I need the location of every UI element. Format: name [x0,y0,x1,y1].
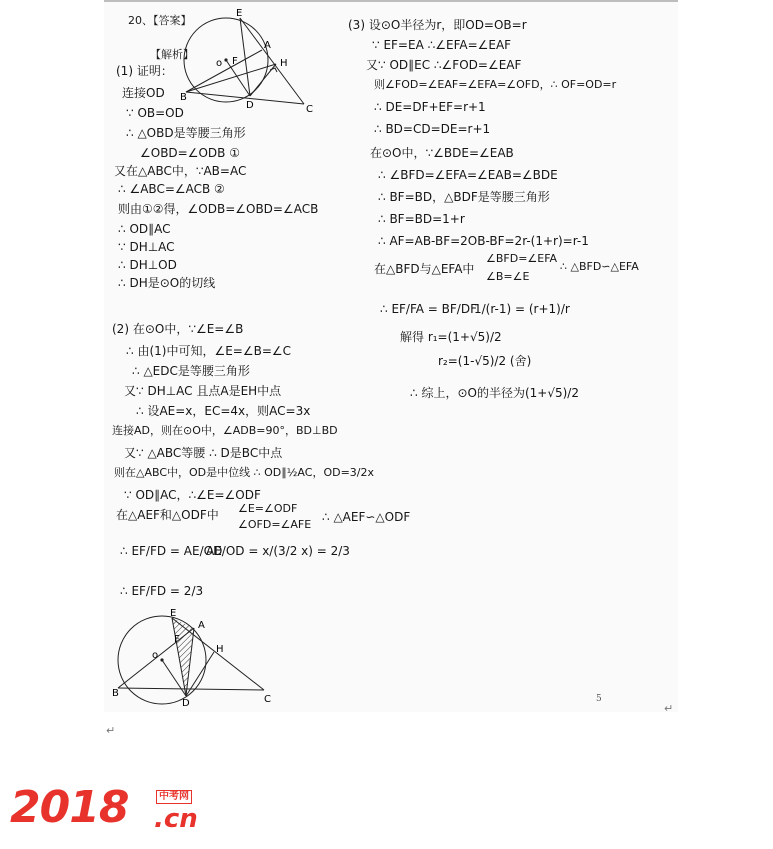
p2-line-3: ∴ △EDC是等腰三角形 [132,364,250,378]
sheet-top-border [104,0,678,2]
p3-line-12: 在△BFD与△EFA中 [374,262,475,276]
p1-line-10: ∵ DH⊥AC [118,240,175,254]
p2-line-11: ∴ △AEF∽△ODF [322,510,411,524]
p3-line-9: ∴ BF=BD，△BDF是等腰三角形 [378,190,550,204]
segment-ba [186,50,262,92]
p2-line-8: 则在△ABC中，OD是中位线 ∴ OD∥½AC，OD=3/2x [114,466,374,479]
p3-line-6: ∴ BD=CD=DE=r+1 [374,122,491,136]
p2-line-1: (2) 在⊙O中，∵∠E=∠B [112,322,244,336]
label-d: D [246,100,254,111]
label-f-bottom: F [174,634,180,645]
p2-line-4: 又∵ DH⊥AC 且点A是EH中点 [124,384,282,398]
p1-line-5: ∠OBD=∠ODB ① [140,146,240,160]
logo-number: 2018 [10,782,129,833]
p3-line-11: ∴ AF=AB-BF=2OB-BF=2r-(1+r)=r-1 [378,234,589,248]
label-h: H [280,58,288,69]
label-e: E [236,8,243,19]
p3-line-5: ∴ DE=DF+EF=r+1 [374,100,486,114]
label-c: C [306,104,313,112]
p2-line-7: 又∵ △ABC等腰 ∴ D是BC中点 [124,446,283,460]
label-h-bottom: H [216,644,224,655]
p1-line-11: ∴ DH⊥OD [118,258,177,272]
p3-line-8: ∴ ∠BFD=∠EFA=∠EAB=∠BDE [378,168,558,182]
p1-line-9: ∴ OD∥AC [118,222,171,236]
p2-line-2: ∴ 由(1)中可知，∠E=∠B=∠C [126,344,292,358]
label-o: o [216,58,223,69]
segment-bc [186,92,304,104]
p2-line-10: 在△AEF和△ODF中 [116,508,219,522]
p2-brace-1: ∠E=∠ODF [238,502,298,515]
label-b-bottom: B [112,688,119,699]
analysis-label: 【解析】 [150,48,194,61]
p3-brace-2: ∠B=∠E [486,270,530,283]
page-number: 5 [596,694,602,704]
geometry-figure-bottom [112,606,276,706]
p2-brace-2: ∠OFD=∠AFE [238,518,312,531]
label-o-bottom: o [152,650,159,661]
logo-domain: .cn [154,804,198,834]
paragraph-mark-left: ↵ [106,724,116,737]
site-logo[interactable] [10,784,210,840]
p2-line-13: AE/OD = x/(3/2 x) = 2/3 [206,544,350,558]
answer-header: 20、【答案】 [128,14,192,27]
label-d-bottom: D [182,698,190,706]
p3-line-3: 又∵ OD∥EC ∴∠FOD=∠EAF [366,58,522,72]
label-c-bottom: C [264,694,271,705]
p2-line-5: ∴ 设AE=x，EC=4x，则AC=3x [136,404,311,418]
p3-brace-1: ∠BFD=∠EFA [486,252,558,265]
p3-line-14: ∴ EF/FA = BF/DF [380,302,477,316]
p3-line-18: ∴ 综上，⊙O的半径为(1+√5)/2 [410,386,579,400]
right-angle-mark [270,68,277,72]
p1-line-2: 连接OD [122,86,165,100]
p2-line-14: ∴ EF/FD = 2/3 [120,584,204,598]
p3-line-7: 在⊙O中，∵∠BDE=∠EAB [370,146,514,160]
geometry-figure-top [180,8,320,112]
p3-line-17: r₂=(1-√5)/2 (舍) [438,354,532,368]
p3-line-13: ∴ △BFD∽△EFA [560,260,639,273]
logo-tag: 中考网 [156,790,192,804]
p1-line-4: ∴ △OBD是等腰三角形 [126,126,246,140]
label-a: A [264,40,271,51]
paragraph-mark-right: ↵ [664,702,674,715]
p3-line-15: 1/(r-1) = (r+1)/r [474,302,570,316]
p1-line-6: 又在△ABC中，∵AB=AC [114,164,247,178]
p2-line-9: ∵ OD∥AC，∴∠E=∠ODF [124,488,261,502]
label-b: B [180,92,187,103]
p1-line-1: (1) 证明： [116,64,173,78]
p1-line-3: ∵ OB=OD [126,106,184,120]
p1-line-8: 则由①②得，∠ODB=∠OBD=∠ACB [118,202,319,216]
label-a-bottom: A [198,620,205,631]
p1-line-12: ∴ DH是⊙O的切线 [118,276,216,290]
p3-line-16: 解得 r₁=(1+√5)/2 [400,330,502,344]
p1-line-7: ∴ ∠ABC=∠ACB ② [118,182,225,196]
label-e-bottom: E [170,608,177,619]
p3-line-4: 则∠FOD=∠EAF=∠EFA=∠OFD，∴ OF=OD=r [374,78,617,91]
p2-line-6: 连接AD，则在⊙O中，∠ADB=90°，BD⊥BD [112,424,338,437]
p2-line-12: ∴ EF/FD = AE/OD [120,544,223,558]
p3-line-2: ∵ EF=EA ∴∠EFA=∠EAF [372,38,512,52]
p3-line-10: ∴ BF=BD=1+r [378,212,465,226]
p3-line-1: (3) 设⊙O半径为r，即OD=OB=r [348,18,527,32]
label-f: F [232,56,238,67]
